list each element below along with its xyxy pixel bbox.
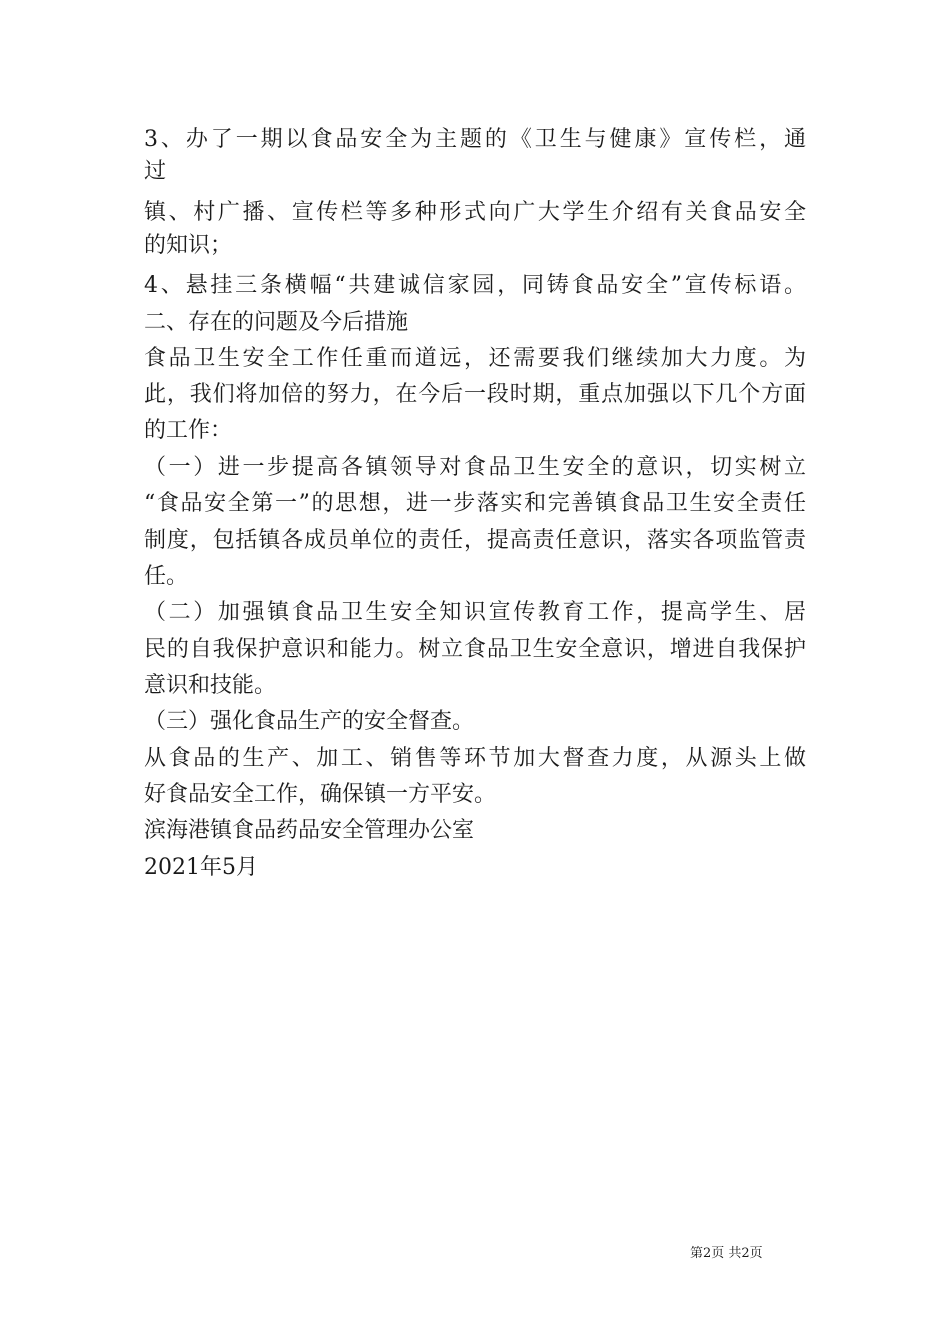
signature-office: 滨海港镇食品药品安全管理办公室 [144, 818, 475, 843]
section-heading: 二、存在的问题及今后措施 [144, 310, 409, 335]
text-line: 食品卫生安全工作任重而道远，还需要我们继续加大力度。为 [144, 346, 806, 371]
text-line: 制度，包括镇各成员单位的责任，提高责任意识，落实各项监管责 [144, 528, 806, 553]
text-line: 意识和技能。 [144, 673, 277, 698]
text-line: 民的自我保护意识和能力。树立食品卫生安全意识，增进自我保护 [144, 637, 806, 662]
text-line: 好食品安全工作，确保镇一方平安。 [144, 782, 497, 807]
text-line: 从食品的生产、加工、销售等环节加大督查力度，从源头上做 [144, 746, 806, 771]
text-line: 任。 [144, 564, 189, 589]
text-line: 过 [144, 159, 167, 184]
text-line: 4、悬挂三条横幅“共建诚信家园，同铸食品安全”宣传标语。 [144, 273, 806, 298]
text-line: 3、办了一期以食品安全为主题的《卫生与健康》宣传栏，通 [144, 127, 806, 152]
text-line: 镇、村广播、宣传栏等多种形式向广大学生介绍有关食品安全 [144, 200, 806, 225]
signature-date: 2021年5月 [144, 855, 258, 880]
text-line: （二）加强镇食品卫生安全知识宣传教育工作，提高学生、居 [144, 600, 806, 625]
text-line: （一）进一步提高各镇领导对食品卫生安全的意识，切实树立 [144, 455, 806, 480]
text-line: 的工作： [144, 418, 233, 443]
page-number-footer: 第2页 共2页 [690, 1246, 763, 1261]
text-line: 此，我们将加倍的努力，在今后一段时期，重点加强以下几个方面 [144, 382, 806, 407]
text-line: （三）强化食品生产的安全督查。 [144, 709, 475, 734]
text-line: 的知识； [144, 233, 233, 258]
text-line: “食品安全第一”的思想，进一步落实和完善镇食品卫生安全责任 [144, 491, 806, 516]
